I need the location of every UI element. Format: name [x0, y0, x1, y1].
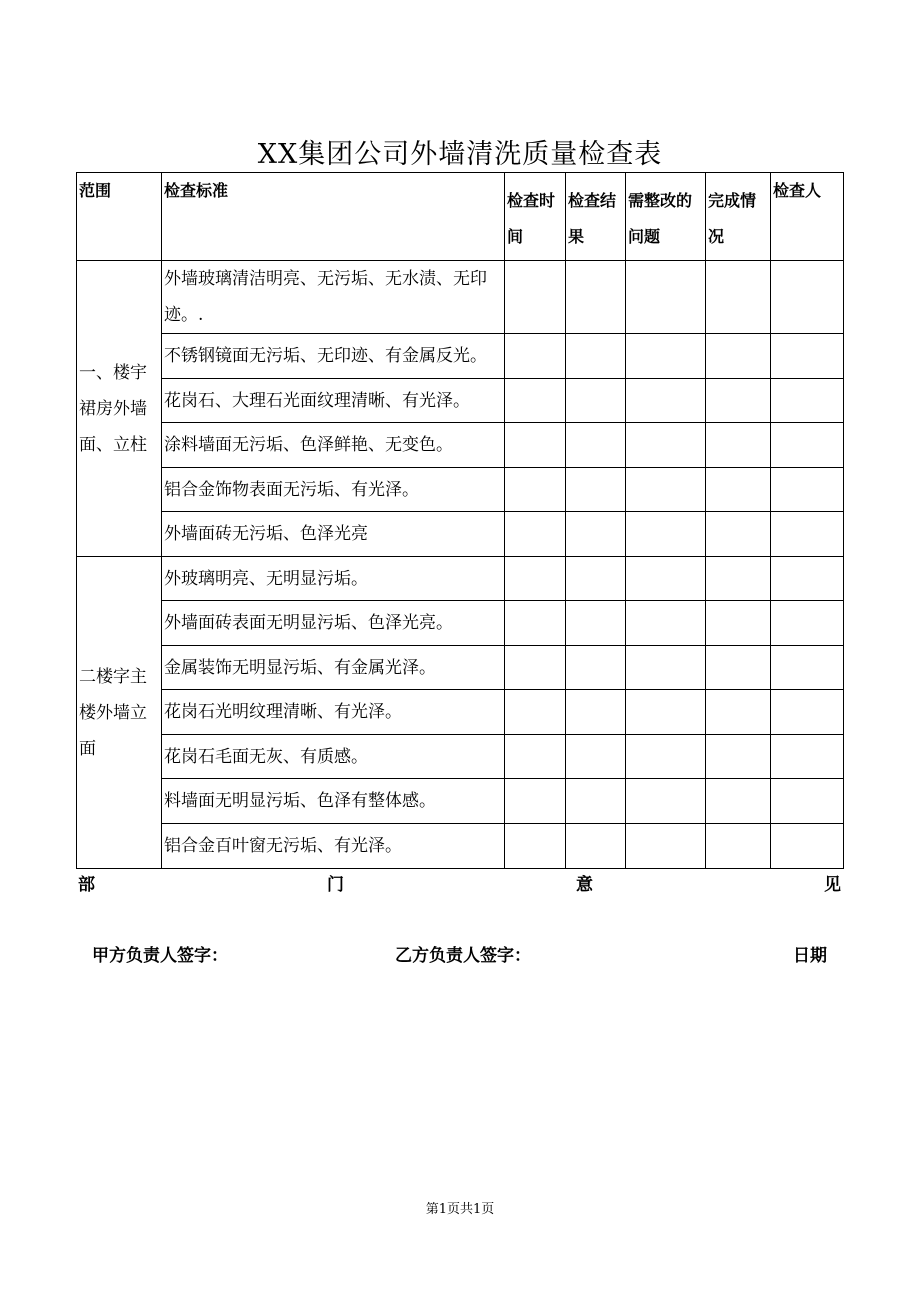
standard-cell: 料墙面无明显污垢、色泽有整体感。	[162, 779, 505, 824]
result-cell[interactable]	[566, 261, 626, 334]
standard-cell: 花岗石、大理石光面纹理清晰、有光泽。	[162, 379, 505, 423]
result-cell[interactable]	[566, 468, 626, 512]
time-cell[interactable]	[505, 779, 566, 824]
time-cell[interactable]	[505, 261, 566, 334]
time-cell[interactable]	[505, 468, 566, 512]
time-cell[interactable]	[505, 379, 566, 423]
table-row	[77, 779, 844, 824]
inspector-cell[interactable]	[771, 779, 844, 824]
header-inspector: 检查人	[771, 173, 844, 261]
status-cell[interactable]	[706, 735, 771, 779]
date-label: 日期	[793, 946, 827, 966]
party-a-signature: 甲方负责人签字：	[92, 946, 228, 966]
time-cell[interactable]	[505, 690, 566, 735]
status-cell[interactable]	[706, 334, 771, 379]
opinion-char: 见	[824, 875, 841, 895]
table-row	[77, 334, 844, 379]
inspector-cell[interactable]	[771, 557, 844, 601]
inspector-cell[interactable]	[771, 690, 844, 735]
header-status: 完成情况	[706, 173, 771, 261]
result-cell[interactable]	[566, 423, 626, 468]
result-cell[interactable]	[566, 557, 626, 601]
result-cell[interactable]	[566, 735, 626, 779]
opinion-char: 部	[78, 875, 95, 895]
issues-cell[interactable]	[626, 512, 706, 557]
status-cell[interactable]	[706, 512, 771, 557]
standard-cell: 花岗石光明纹理清晰、有光泽。	[162, 690, 505, 735]
department-opinion	[76, 870, 843, 894]
result-cell[interactable]	[566, 690, 626, 735]
header-standard: 检查标准	[162, 173, 505, 261]
table-row	[77, 468, 844, 512]
time-cell[interactable]	[505, 557, 566, 601]
status-cell[interactable]	[706, 779, 771, 824]
inspector-cell[interactable]	[771, 824, 844, 869]
time-cell[interactable]	[505, 824, 566, 869]
issues-cell[interactable]	[626, 601, 706, 646]
issues-cell[interactable]	[626, 379, 706, 423]
result-cell[interactable]	[566, 646, 626, 690]
party-b-signature: 乙方负责人签字：	[395, 946, 531, 966]
table-row	[77, 824, 844, 869]
table-row	[77, 601, 844, 646]
inspector-cell[interactable]	[771, 468, 844, 512]
status-cell[interactable]	[706, 423, 771, 468]
status-cell[interactable]	[706, 646, 771, 690]
issues-cell[interactable]	[626, 824, 706, 869]
table-row	[77, 690, 844, 735]
result-cell[interactable]	[566, 601, 626, 646]
header-row	[77, 173, 844, 261]
issues-cell[interactable]	[626, 261, 706, 334]
inspector-cell[interactable]	[771, 601, 844, 646]
header-issues: 需整改的问题	[626, 173, 706, 261]
inspector-cell[interactable]	[771, 646, 844, 690]
page-title: XX集团公司外墙清洗质量检查表	[257, 139, 663, 170]
opinion-char: 门	[327, 875, 344, 895]
header-scope: 范围	[77, 173, 162, 261]
inspector-cell[interactable]	[771, 379, 844, 423]
time-cell[interactable]	[505, 334, 566, 379]
time-cell[interactable]	[505, 646, 566, 690]
status-cell[interactable]	[706, 557, 771, 601]
status-cell[interactable]	[706, 468, 771, 512]
issues-cell[interactable]	[626, 779, 706, 824]
page-footer: 第1页共1页	[425, 1202, 495, 1217]
table-row	[77, 423, 844, 468]
result-cell[interactable]	[566, 512, 626, 557]
header-time: 检查时间	[505, 173, 566, 261]
time-cell[interactable]	[505, 423, 566, 468]
standard-cell: 花岗石毛面无灰、有质感。	[162, 735, 505, 779]
standard-cell: 铝合金百叶窗无污垢、有光泽。	[162, 824, 505, 869]
time-cell[interactable]	[505, 601, 566, 646]
status-cell[interactable]	[706, 379, 771, 423]
result-cell[interactable]	[566, 824, 626, 869]
issues-cell[interactable]	[626, 334, 706, 379]
standard-cell: 不锈钢镜面无污垢、无印迹、有金属反光。	[162, 334, 505, 379]
table-row	[77, 512, 844, 557]
standard-cell: 外墙面砖表面无明显污垢、色泽光亮。	[162, 601, 505, 646]
issues-cell[interactable]	[626, 423, 706, 468]
standard-cell: 外玻璃明亮、无明显污垢。	[162, 557, 505, 601]
table-row	[77, 379, 844, 423]
result-cell[interactable]	[566, 379, 626, 423]
header-result: 检查结果	[566, 173, 626, 261]
issues-cell[interactable]	[626, 557, 706, 601]
inspector-cell[interactable]	[771, 334, 844, 379]
standard-cell: 铝合金饰物表面无污垢、有光泽。	[162, 468, 505, 512]
issues-cell[interactable]	[626, 735, 706, 779]
table-row	[77, 557, 844, 601]
opinion-char: 意	[576, 875, 593, 895]
status-cell[interactable]	[706, 690, 771, 735]
standard-cell: 金属装饰无明显污垢、有金属光泽。	[162, 646, 505, 690]
inspection-table	[76, 172, 844, 869]
inspector-cell[interactable]	[771, 512, 844, 557]
issues-cell[interactable]	[626, 690, 706, 735]
standard-cell: 外墙面砖无污垢、色泽光亮	[162, 512, 505, 557]
result-cell[interactable]	[566, 779, 626, 824]
status-cell[interactable]	[706, 601, 771, 646]
issues-cell[interactable]	[626, 646, 706, 690]
status-cell[interactable]	[706, 261, 771, 334]
scope-cell: 一、楼宇裙房外墙面、立柱	[77, 261, 162, 557]
issues-cell[interactable]	[626, 468, 706, 512]
table-row	[77, 646, 844, 690]
time-cell[interactable]	[505, 735, 566, 779]
table-row	[77, 261, 844, 334]
table-row	[77, 735, 844, 779]
standard-cell: 外墙玻璃清洁明亮、无污垢、无水渍、无印迹。.	[162, 261, 505, 334]
standard-cell: 涂料墙面无污垢、色泽鲜艳、无变色。	[162, 423, 505, 468]
inspector-cell[interactable]	[771, 261, 844, 334]
time-cell[interactable]	[505, 512, 566, 557]
scope-cell: 二楼字主楼外墙立面	[77, 557, 162, 869]
inspector-cell[interactable]	[771, 423, 844, 468]
status-cell[interactable]	[706, 824, 771, 869]
inspector-cell[interactable]	[771, 735, 844, 779]
result-cell[interactable]	[566, 334, 626, 379]
